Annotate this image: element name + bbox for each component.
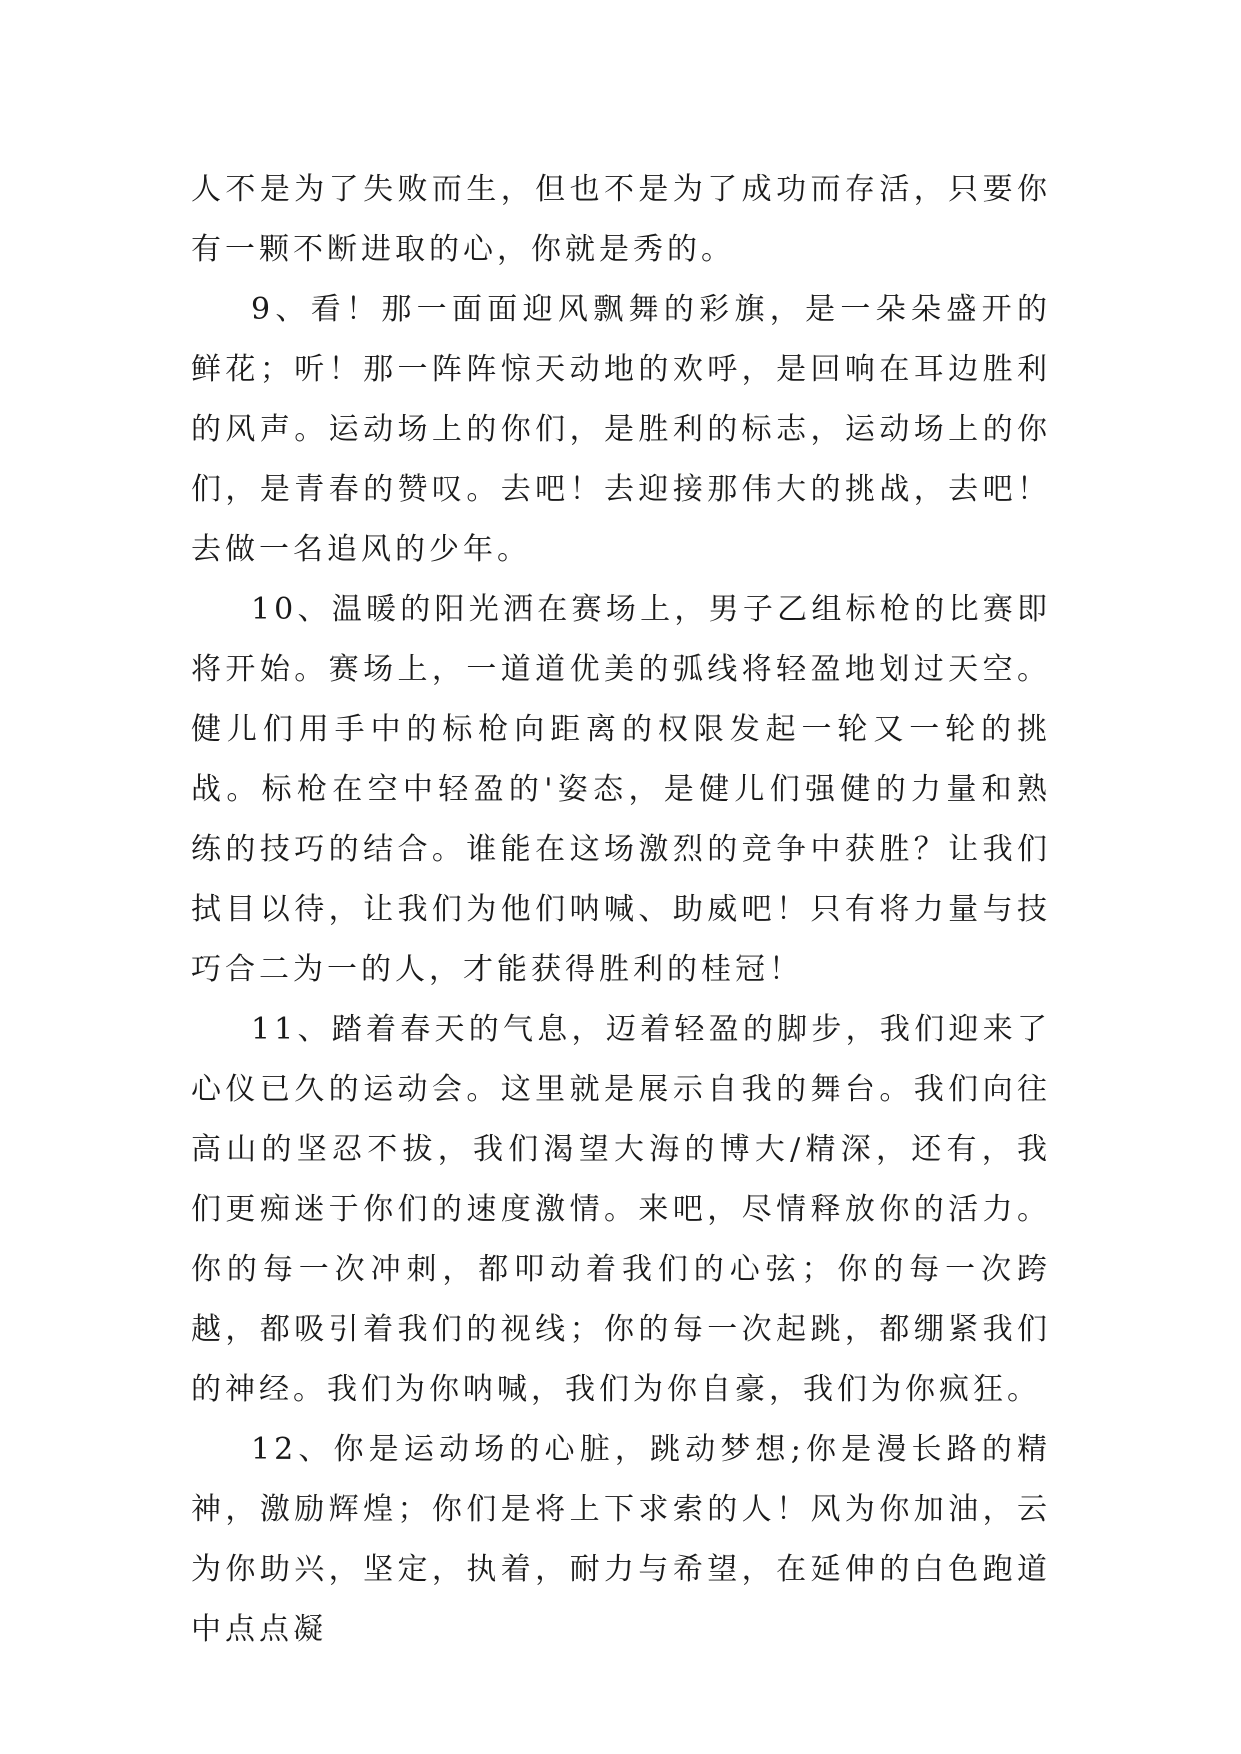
paragraph-item-10: 10、温暖的阳光洒在赛场上，男子乙组标枪的比赛即将开始。赛场上，一道道优美的弧线将轻盈地划过天空。健儿们用手中的标枪向距离的权限发起一轮又一轮的挑战。标枪在空中轻盈的'姿态，是健儿们强健的力量和熟练的技巧的结合。谁能在这场激烈的竞争中获胜？让我们拭目以待，让我们为他们呐喊、助威吧！只有将力量与技巧合二为一的人，才能获得胜利的桂冠！ — [191, 592, 1051, 987]
document-body — [191, 160, 1051, 1660]
paragraph-continuation: 人不是为了失败而生，但也不是为了成功而存活，只要你有一颗不断进取的心，你就是秀的。 — [191, 172, 1051, 267]
paragraph-item-11: 11、踏着春天的气息，迈着轻盈的脚步，我们迎来了心仪已久的运动会。这里就是展示自我的舞台。我们向往高山的坚忍不拔，我们渴望大海的博大/精深，还有，我们更痴迷于你们的速度激情。来吧，尽情释放你的活力。你的每一次冲刺，都叩动着我们的心弦；你的每一次跨越，都吸引着我们的视线；你的每一次起跳，都绷紧我们的神经。我们为你呐喊，我们为你自豪，我们为你疯狂。 — [191, 1012, 1051, 1407]
paragraph-item-9: 9、看！那一面面迎风飘舞的彩旗，是一朵朵盛开的鲜花；听！那一阵阵惊天动地的欢呼，是回响在耳边胜利的风声。运动场上的你们，是胜利的标志，运动场上的你们，是青春的赞叹。去吧！去迎接那伟大的挑战，去吧！去做一名追风的少年。 — [191, 292, 1051, 567]
paragraph-item-12: 12、你是运动场的心脏，跳动梦想;你是漫长路的精神，激励辉煌；你们是将上下求索的人！风为你加油，云为你助兴，坚定，执着，耐力与希望，在延伸的白色跑道中点点凝 — [191, 1432, 1051, 1647]
